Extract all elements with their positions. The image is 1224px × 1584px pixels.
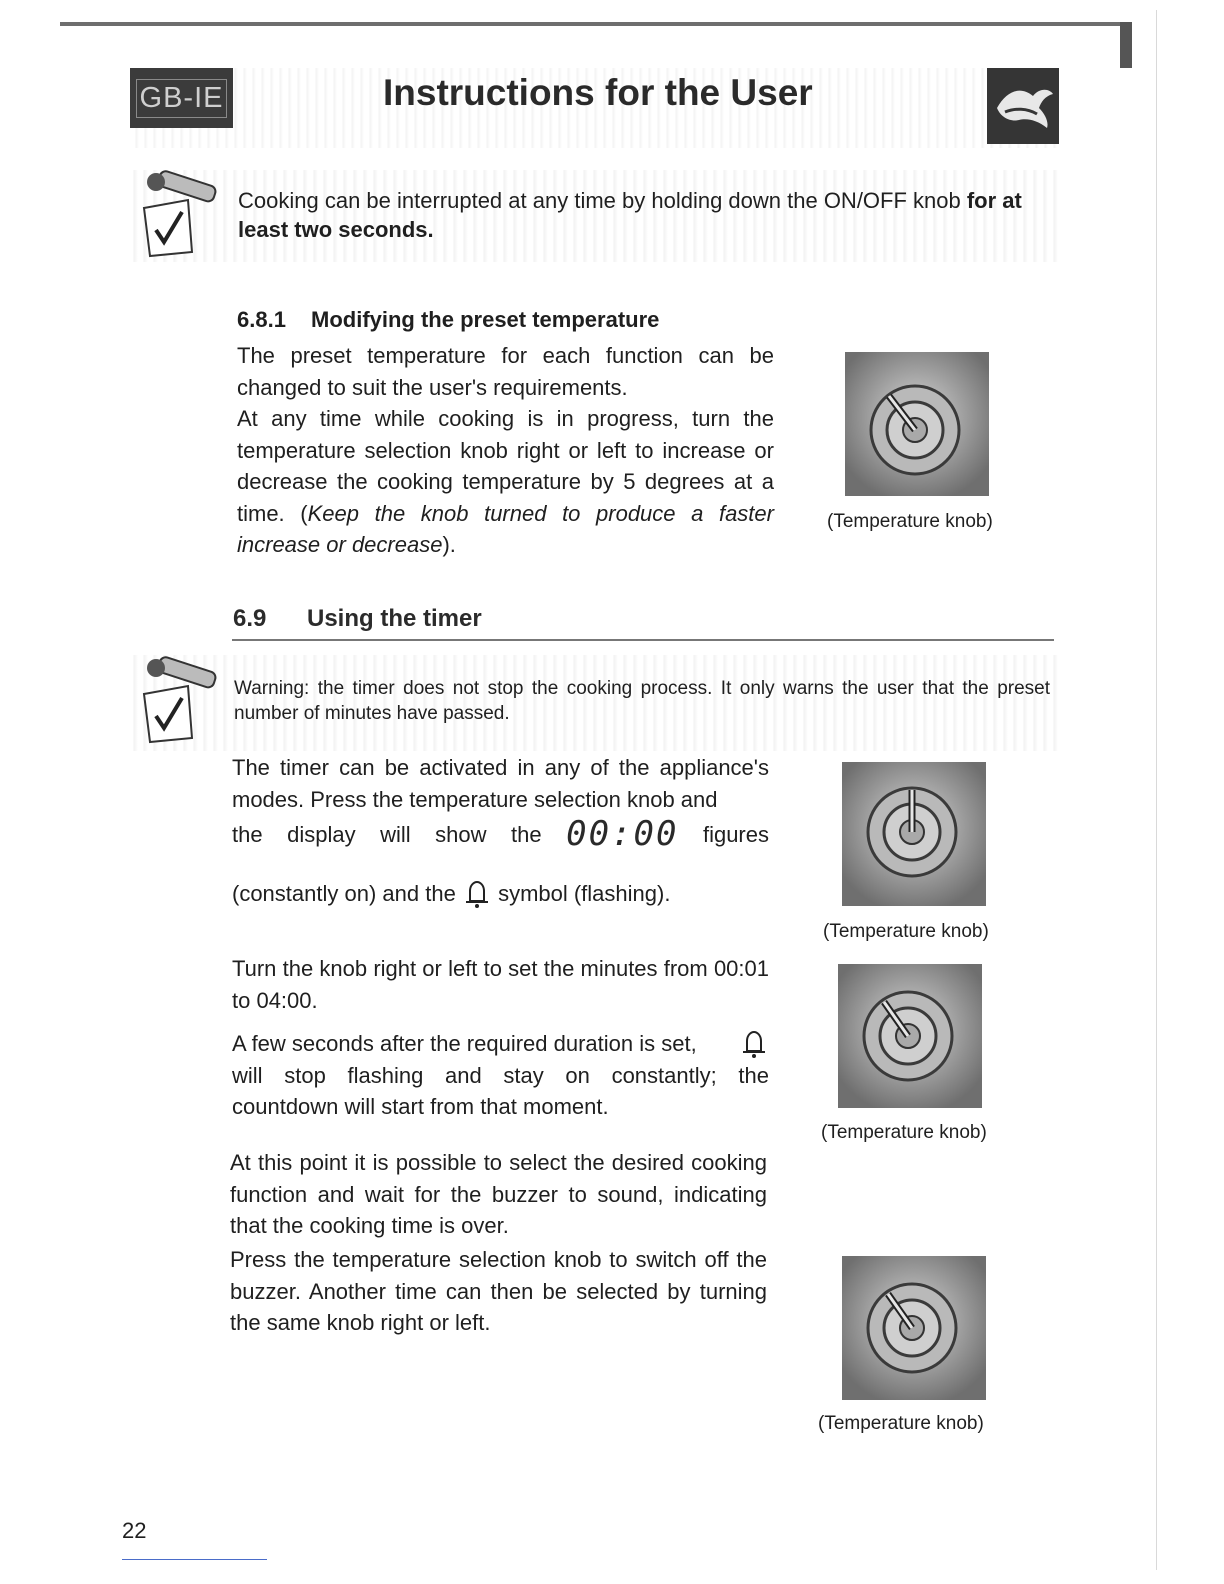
note-pencil-icon [130,654,220,744]
language-tag: GB-IE [130,68,233,128]
timer-para-1b: the display will show the 00:00 figures [232,814,769,854]
timer-para-5: Press the temperature selection knob to switch off the buzzer. Another time can then be selected by turning the same knob right or left. [230,1247,767,1335]
top-rule-end [1120,22,1132,68]
timer-para-2: Turn the knob right or left to set the minutes from 00:01 to 04:00. [232,956,769,1013]
temperature-knob-icon [845,352,989,496]
top-rule [60,22,1132,26]
section-681-body: The preset temperature for each function can be changed to suit the user's requirements. At any time while cooking is in progress, turn the temperature selection knob right or left to increase or decrease the cooking temperature by 5 degrees at a time. (Keep the knob turned to produce a faster increase or decrease). [237,343,774,557]
note-timer-warning-text: Warning: the timer does not stop the cooking process. It only warns the user that the preset number of minutes have passed. [234,678,1050,724]
footer-line [122,1559,267,1560]
bell-icon [739,1029,769,1059]
timer-display-figures: 00:00 [566,814,679,854]
temperature-knob-icon [838,964,982,1108]
page-number: 22 [122,1518,147,1543]
timer-para-3: A few seconds after the required duration is set, will stop flashing and stay on constantly; the countdown will start from that moment. [232,1028,769,1123]
section-69-heading: 6.9 Using the timer [233,605,482,632]
bell-icon [462,879,492,909]
timer-para-1c: (constantly on) and the symbol (flashing). [232,878,670,910]
temperature-knob-icon [842,1256,986,1400]
caption-knob-4: (Temperature knob) [818,1413,984,1434]
caption-knob-2: (Temperature knob) [823,921,989,942]
caption-knob-1: (Temperature knob) [827,511,993,532]
temperature-knob-icon [842,762,986,906]
timer-para-1a: The timer can be activated in any of the appliance's modes. Press the temperature selection knob and [232,755,769,812]
page-title: Instructions for the User [383,72,813,113]
timer-para-4: At this point it is possible to select the desired cooking function and wait for the buzzer to sound, indicating that the cooking time is over. [230,1150,767,1238]
page-edge-line [1156,10,1157,1570]
bird-logo-icon [987,68,1059,144]
note-pencil-icon [130,168,220,258]
section-69-rule [232,639,1054,641]
section-681-heading: 6.8.1 Modifying the preset temperature [237,307,660,332]
caption-knob-3: (Temperature knob) [821,1122,987,1143]
note-interrupt-text: Cooking can be interrupted at any time by holding down the ON/OFF knob for at least two seconds. [238,188,1022,242]
